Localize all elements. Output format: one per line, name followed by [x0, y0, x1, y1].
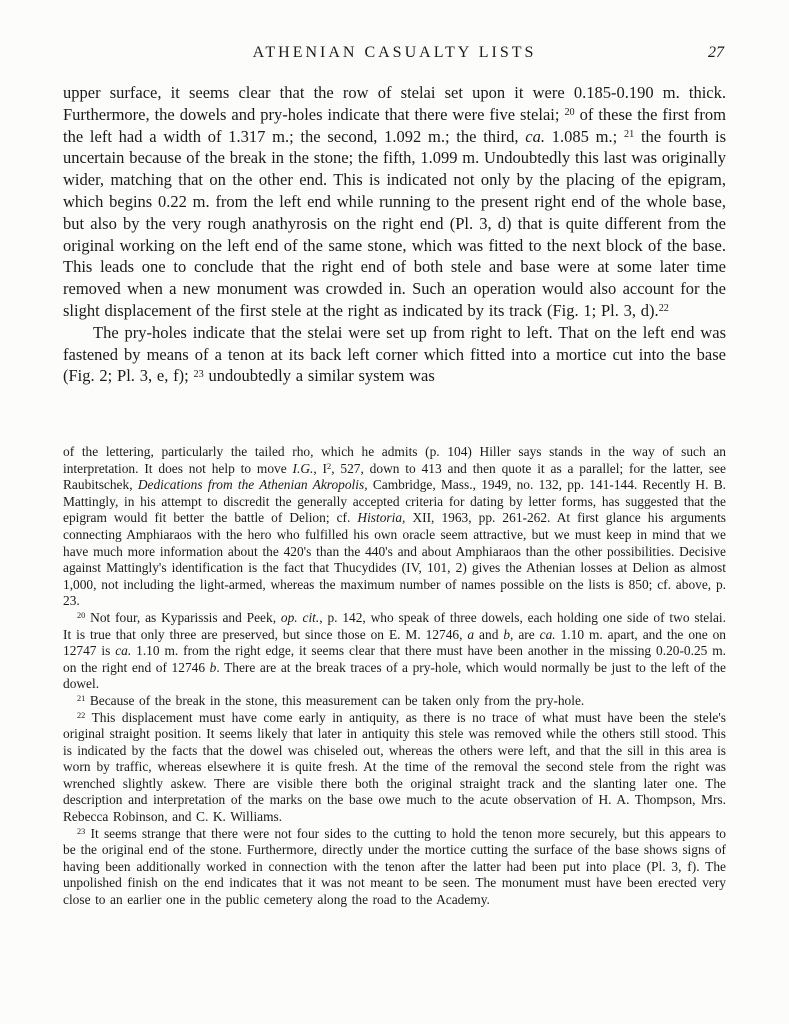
footnote-paragraph: of the lettering, particularly the tailed rho, which he admits (p. 104) Hiller says stands in the way of such an interpretation. It does not help to move I.G., $I^2$, 527, down to 413 and then quote it as a parallel; for the latter, see Raubitschek, Dedications from the Athenian Akropolis, Cambridge, Mass., 1949, no. 132, pp. 141-144. Recently H. B. Mattingly, in his attempt to discredit the generally accepted criteria for dating by letter forms, has suggested that the epigram would fit better the battle of Delion; cf. Historia, XII, 1963, pp. 261-262. At first glance his arguments connecting Amphiaraos with the hero who fulfilled his own oracle seem attractive, but we must keep in mind that we have much more information about the 420's than the 440's and about Amphiaraos than the other possibilities. Decisive against Mattingly's identification is the fact that Thucydides (IV, 101, 2) gives the Athenian losses at Delion as almost 1,000, not including the light-armed, whereas the maximum number of names possible on the lists is 850; cf. above, p. 23. — [63, 444, 727, 609]
footnote-reference: 22 — [77, 710, 86, 720]
footnote-reference: 23 — [193, 368, 204, 380]
page-number: 27 — [708, 44, 724, 61]
footnote-reference: 22 — [658, 303, 669, 315]
footnote-paragraph: $^{20}$ Not four, as Kyparissis and Peek, op. cit., p. 142, who speak of three dowels, each holding one side of two stelai. It is true that only three are preserved, but since those on E. M. 12746, a and b, are ca. 1.10 m. apart, and the one on 12747 is ca. 1.10 m. from the right edge, it seems clear that there must have been another in the missing 0.20-0.25 m. on the right end of 12746 b. There are at the break traces of a pry-hole, which would normally be just to the left of the dowel. — [63, 609, 727, 692]
footnote-reference: 23 — [77, 826, 86, 836]
footnote-paragraph: $^{23}$ It seems strange that there were not four sides to the cutting to hold the tenon more securely, but this appears to be the original end of the stone. Furthermore, directly under the mortice cutting the surface of the base shows signs of having been additionally worked in connection with the tenon after the latter had been put into place (Pl. 3, f). The unpolished finish on the end indicates that it was not meant to be seen. The monument must have been erected very close to an earlier one in the public cemetery along the road to the Academy. — [63, 825, 726, 908]
running-header-title: ATHENIAN CASUALTY LISTS — [252, 44, 537, 61]
footnote-paragraph: $^{22}$ This displacement must have come early in antiquity, as there is no trace of what must have been the stele's original straight position. It seems likely that later in antiquity this stele was removed while the others still stood. This is indicated by the facts that the dowel was chiseled out, whereas the others were left, and that the sill in this area is worn by traffic, whereas elsewhere it is quite fresh. At the time of the removal the second stele from the right was wrenched slightly askew. There are visible there both the original straight track and the slanting later one. The description and interpretation of the marks on the base owe much to the acute observation of H. A. Thompson, Mrs. Rebecca Robinson, and C. K. Williams. — [63, 709, 726, 825]
body-text-section — [63, 82, 726, 387]
footnotes-section — [63, 444, 726, 909]
body-paragraph: The pry-holes indicate that the stelai were set up from right to left. That on the left end was fastened by means of a tenon at its back left corner which fitted into a mortice cut into the base (Fig. 2; Pl. 3, e, f); $^{23}$ undoubtedly a similar system was — [63, 322, 726, 386]
footnote-reference: 20 — [564, 107, 575, 119]
footnote-reference: 21 — [77, 694, 86, 704]
running-header — [63, 44, 726, 66]
footnote-paragraph: $^{21}$ Because of the break in the stone, this measurement can be taken only from the pry-hole. — [77, 692, 585, 708]
body-paragraph: upper surface, it seems clear that the row of stelai set upon it were 0.185-0.190 m. thick. Furthermore, the dowels and pry-holes indicate that there were five stelai; $^{20}$ of these the first from the left had a width of 1.317 m.; the second, 1.092 m.; the third, ca. 1.085 m.; $^{21}$ the fourth is uncertain because of the break in the stone; the fifth, 1.099 m. Undoubtedly this last was originally wider, matching that on the other end. This is indicated not only by the placing of the epigram, which begins 0.22 m. from the left end while running to the present right end of the whole base, but also by the very rough anathyrosis on the right end (Pl. 3, d) that is quite different from the original working on the left end of the same stone, which was fitted to the next block of the base. This leads one to conclude that the right end of both stele and base were at some later time removed when a new monument was crowded in. Such an operation would also account for the slight displacement of the first stele at the right as indicated by its track (Fig. 1; Pl. 3, d).$^{22}$ — [63, 83, 727, 320]
footnote-reference: 21 — [623, 129, 635, 140]
footnote-reference: 2 — [327, 461, 332, 471]
footnote-reference: 20 — [77, 611, 86, 621]
